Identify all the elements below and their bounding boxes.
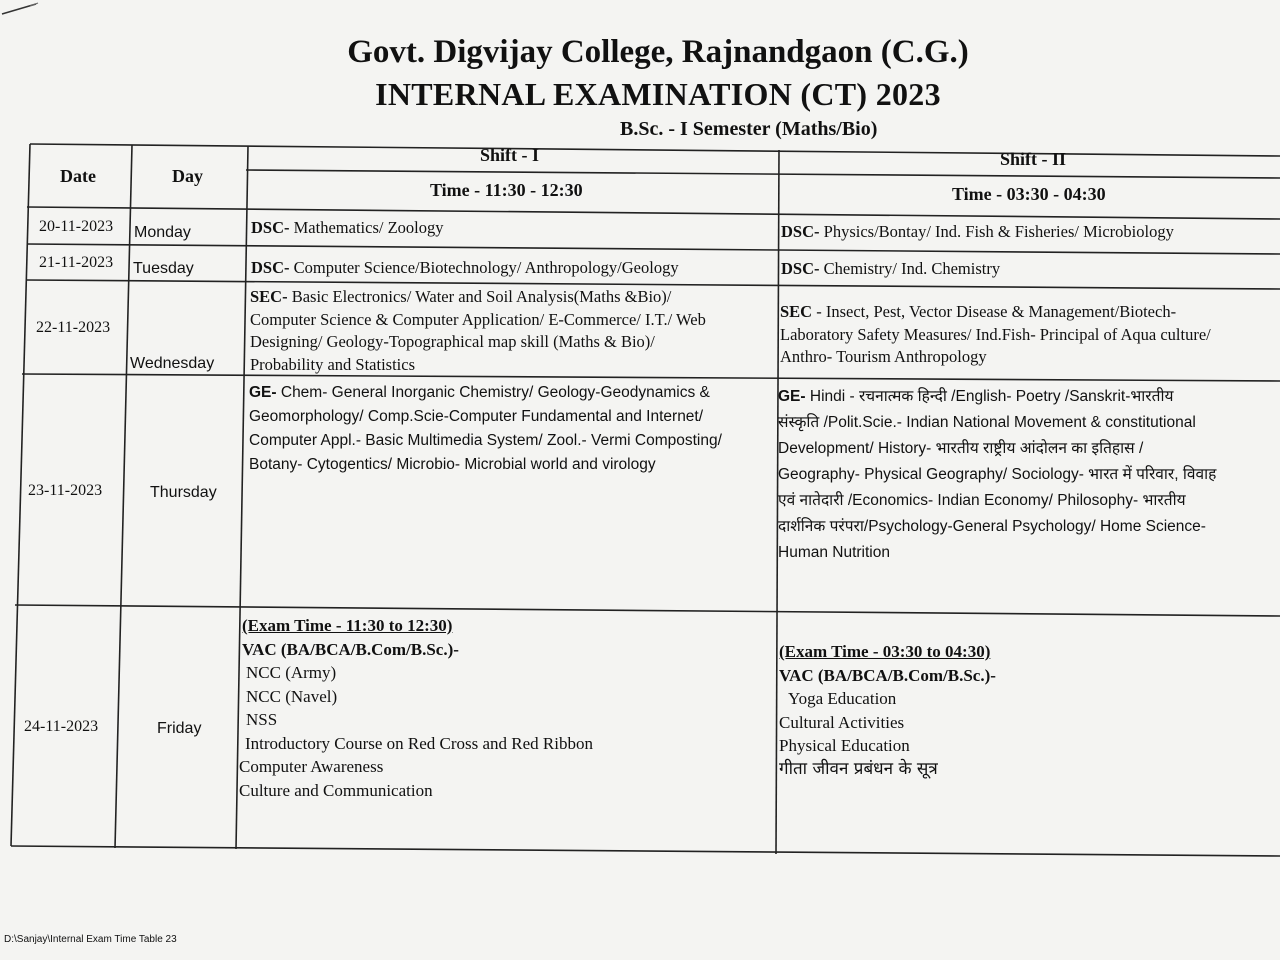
- shift1-time: Time - 11:30 - 12:30: [430, 180, 583, 200]
- shift2-time: Time - 03:30 - 04:30: [952, 184, 1106, 204]
- row5-shift1-exam-time: (Exam Time - 11:30 to 12:30): [242, 616, 453, 635]
- row5-shift2-item: Physical Education: [779, 736, 910, 755]
- pen-mark: [0, 0, 40, 16]
- row3-shift1-line4: Probability and Statistics: [250, 354, 415, 374]
- row5-shift2-exam-time: (Exam Time - 03:30 to 04:30): [779, 642, 991, 661]
- row4-shift2-line6: दार्शनिक परंपरा/Psychology-General Psychology/ Home Science-: [778, 518, 1206, 535]
- row1-shift2-prefix: DSC-: [781, 222, 820, 241]
- row2-shift2-prefix: DSC-: [781, 259, 820, 278]
- row1-shift1-prefix: DSC-: [251, 218, 290, 237]
- row3-shift2: [780, 301, 1211, 369]
- row5-shift1-item: NCC (Navel): [246, 686, 338, 706]
- row3-shift1-line1: [250, 286, 706, 309]
- row4-shift2-line5: एवं नातेदारी /Economics- Indian Economy/ Philosophy- भारतीय: [778, 492, 1186, 509]
- row5-shift2-item: Cultural Activities: [779, 712, 905, 732]
- course-subtitle: B.Sc. - I Semester (Maths/Bio): [620, 118, 878, 140]
- row4-shift2-line2: संस्कृति /Polit.Scie.- Indian National Movement & constitutional: [778, 414, 1196, 431]
- row3-shift1: [250, 286, 706, 376]
- row3-date: 22-11-2023: [36, 319, 111, 336]
- day-column-header: Day: [172, 166, 203, 186]
- row5-shift1-item: Introductory Course on Red Cross and Red Ribbon: [245, 733, 593, 753]
- row4-shift2-text1: Hindi - रचनात्मक हिन्दी /English- Poetry /Sanskrit-भारतीय: [805, 388, 1174, 405]
- row5-shift1-vac: VAC (BA/BCA/B.Com/B.Sc.)-: [242, 639, 459, 659]
- row4-shift1-line3: Computer Appl.- Basic Multimedia System/ Zool.- Vermi Composting/: [249, 432, 722, 449]
- shift1-header: Shift - I: [480, 145, 540, 165]
- row3-day: Wednesday: [130, 355, 215, 372]
- file-path-footer: D:\Sanjay\Internal Exam Time Table 23: [4, 934, 177, 945]
- row1-day: Monday: [134, 224, 191, 241]
- row5-shift1: [239, 614, 593, 802]
- exam-title: INTERNAL EXAMINATION (CT) 2023: [375, 76, 941, 112]
- row4-shift1: [249, 381, 722, 477]
- row1-shift2-text: Physics/Bontay/ Ind. Fish & Fisheries/ Microbiology: [819, 222, 1174, 241]
- row5-shift2-item: गीता जीवन प्रबंधन के सूत्र: [779, 758, 938, 779]
- row4-shift2-prefix: GE-: [778, 388, 806, 405]
- row5-shift1-item: NSS: [246, 710, 278, 729]
- row1-shift1: [251, 217, 444, 240]
- row2-shift2: [781, 258, 1000, 281]
- shift2-header: Shift - II: [1000, 149, 1067, 169]
- row5-shift1-item: Computer Awareness: [239, 757, 384, 776]
- row2-shift1-text: Computer Science/Biotechnology/ Anthropology/Geology: [289, 258, 679, 277]
- row4-shift2-line7: Human Nutrition: [778, 544, 890, 561]
- row3-shift2-line1: [780, 301, 1211, 324]
- row4-day: Thursday: [150, 484, 217, 501]
- date-column-header: Date: [60, 166, 96, 186]
- row2-shift2-text: Chemistry/ Ind. Chemistry: [819, 259, 1001, 278]
- row3-shift2-text1: - Insect, Pest, Vector Disease & Management/Biotech-: [812, 302, 1177, 321]
- row2-shift1-prefix: DSC-: [251, 258, 290, 277]
- row2-date: 21-11-2023: [39, 254, 114, 271]
- row3-shift2-prefix: SEC: [780, 302, 813, 321]
- row3-shift1-line3: Designing/ Geology-Topographical map skill (Maths & Bio)/: [250, 332, 655, 351]
- row5-day: Friday: [157, 720, 202, 737]
- row4-shift1-prefix: GE-: [249, 384, 277, 401]
- row4-shift1-text1: Chem- General Inorganic Chemistry/ Geology-Geodynamics &: [276, 384, 710, 401]
- row4-shift2-line3: Development/ History- भारतीय राष्ट्रीय आंदोलन का इतिहास /: [778, 440, 1144, 457]
- row4-shift2: [778, 384, 1216, 566]
- row4-date: 23-11-2023: [28, 482, 103, 499]
- row1-shift2: [781, 221, 1174, 244]
- row2-shift1: [251, 257, 679, 280]
- row3-shift2-line2: Laboratory Safety Measures/ Ind.Fish- Principal of Aqua culture/: [780, 324, 1211, 344]
- row5-shift2: [779, 640, 996, 781]
- row5-shift2-item: Yoga Education: [788, 689, 897, 708]
- row3-shift1-line2: Computer Science & Computer Application/ E-Commerce/ I.T./ Web: [250, 309, 706, 329]
- row5-shift2-vac: VAC (BA/BCA/B.Com/B.Sc.)-: [779, 665, 996, 685]
- row3-shift1-text1: Basic Electronics/ Water and Soil Analysis(Maths &Bio)/: [287, 287, 672, 306]
- row5-date: 24-11-2023: [24, 718, 99, 735]
- row5-shift1-item: NCC (Army): [246, 663, 337, 682]
- row3-shift2-line3: Anthro- Tourism Anthropology: [780, 347, 987, 366]
- college-title: Govt. Digvijay College, Rajnandgaon (C.G.): [347, 34, 969, 70]
- row2-day: Tuesday: [133, 260, 194, 277]
- row1-date: 20-11-2023: [39, 218, 114, 235]
- row4-shift1-line1: [249, 381, 722, 405]
- row4-shift2-line1: [778, 384, 1216, 410]
- row4-shift1-line4: Botany- Cytogentics/ Microbio- Microbial world and virology: [249, 456, 656, 473]
- row4-shift1-line2: Geomorphology/ Comp.Scie-Computer Fundamental and Internet/: [249, 408, 704, 425]
- row1-shift1-text: Mathematics/ Zoology: [289, 218, 444, 237]
- row3-shift1-prefix: SEC-: [250, 287, 288, 306]
- row5-shift1-item: Culture and Communication: [239, 780, 433, 800]
- row4-shift2-line4: Geography- Physical Geography/ Sociology- भारत में परिवार, विवाह: [778, 466, 1217, 483]
